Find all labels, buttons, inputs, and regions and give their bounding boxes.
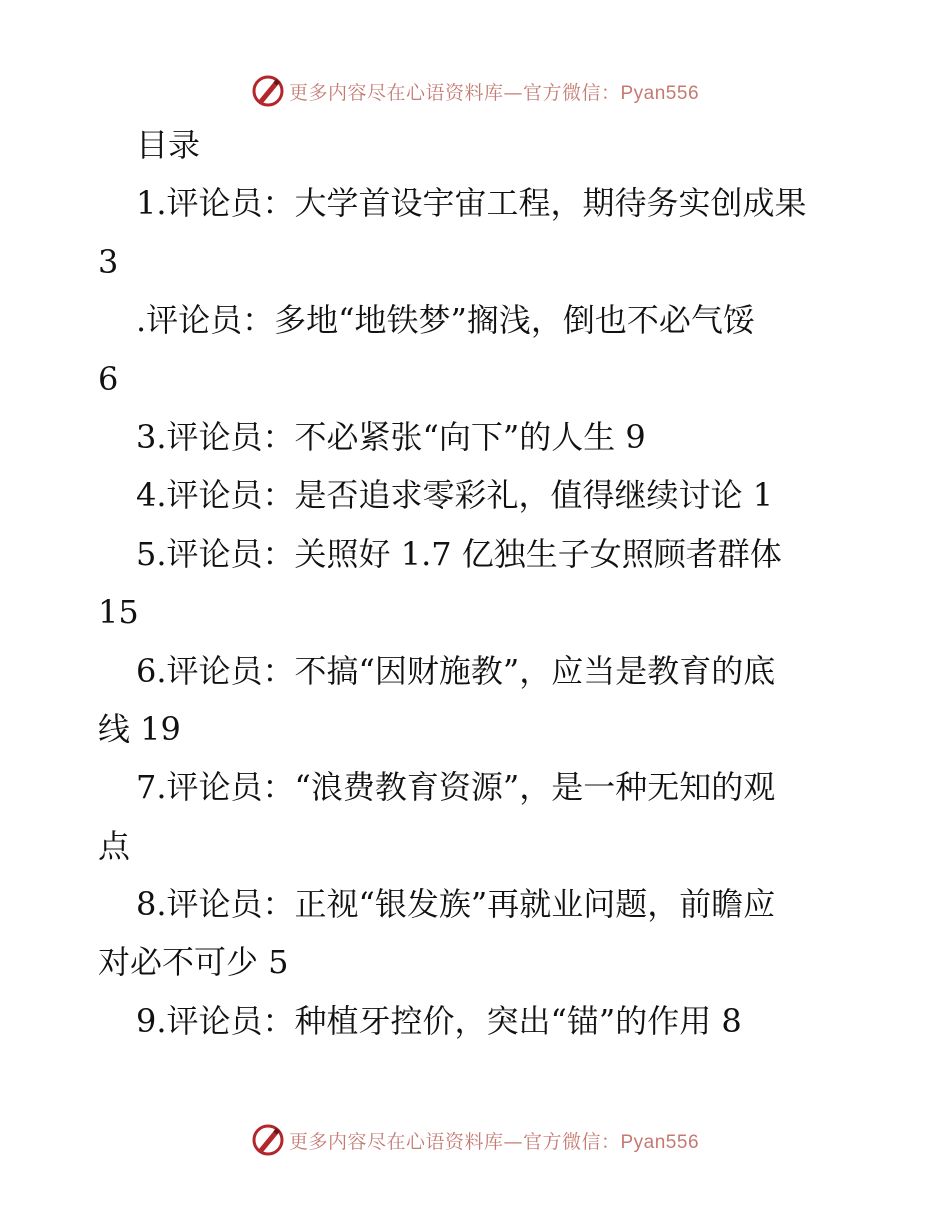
table-of-contents [98, 116, 858, 1050]
toc-line: 3 [98, 242, 119, 281]
footer-banner [0, 1120, 950, 1160]
header-banner [0, 71, 950, 111]
banner-text: 更多内容尽在心语资料库—官方微信：Pyan556 [288, 81, 700, 104]
toc-line: 3.评论员：不必紧张“向下”的人生 9 [136, 417, 646, 456]
toc-line: 8.评论员：正视“银发族”再就业问题，前瞻应 [136, 885, 776, 924]
toc-line: 线 19 [98, 709, 181, 748]
toc-line: 1.评论员：大学首设宇宙工程，期待务实创成果 [136, 184, 807, 223]
toc-line: 9.评论员：种植牙控价，突出“锚”的作用 8 [136, 1001, 742, 1040]
toc-line: 7.评论员：“浪费教育资源”，是一种无知的观 [136, 768, 776, 807]
banner-text: 更多内容尽在心语资料库—官方微信：Pyan556 [288, 1130, 700, 1153]
toc-list [98, 174, 858, 1050]
toc-line: 点 [98, 826, 131, 865]
toc-line: 4.评论员：是否追求零彩礼，值得继续讨论 1 [136, 476, 774, 515]
pen-logo-icon [251, 1123, 285, 1157]
pen-logo-icon [251, 74, 285, 108]
toc-line: 6 [98, 359, 119, 398]
toc-heading: 目录 [136, 126, 201, 164]
toc-line: 对必不可少 5 [98, 943, 289, 982]
toc-line: .评论员：多地“地铁梦”搁浅，倒也不必气馁 [136, 301, 755, 340]
toc-line: 5.评论员：关照好 1.7 亿独生子女照顾者群体 [136, 534, 782, 573]
toc-line: 6.评论员：不搞“因财施教”，应当是教育的底 [136, 651, 776, 690]
toc-line: 15 [98, 593, 139, 632]
